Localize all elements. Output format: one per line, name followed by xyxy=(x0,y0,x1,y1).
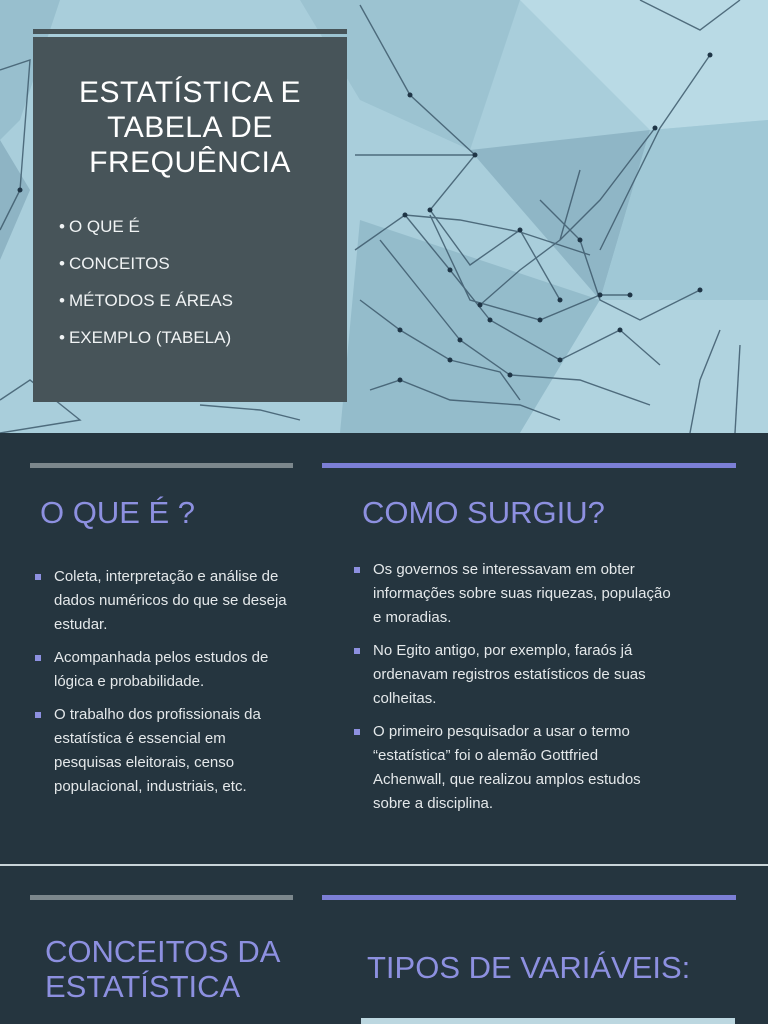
heading-what-is: O QUE É ? xyxy=(40,495,196,530)
right-accent-bar xyxy=(322,895,736,900)
left-accent-bar xyxy=(30,895,293,900)
title-box xyxy=(33,37,347,402)
bullet-item: O primeiro pesquisador a usar o termo “estatística” foi o alemão Gottfried Achenwall, que realizou amplos estudos sobre a disciplina. xyxy=(354,720,672,816)
bullet-item: O trabalho dos profissionais da estatística é essencial em pesquisas eleitorais, censo populacional, industriais, etc. xyxy=(35,703,291,799)
how-it-started-bullets xyxy=(354,558,672,825)
heading-how-it-started: COMO SURGIU? xyxy=(362,495,605,530)
what-is-bullets xyxy=(35,565,291,808)
title-slide xyxy=(0,0,768,433)
topic-item: • MÉTODOS E ÁREAS xyxy=(59,291,234,310)
topics-list xyxy=(59,217,233,365)
heading-concepts xyxy=(45,934,280,1004)
title-line: TABELA DE xyxy=(107,111,273,144)
content-slide-concepts xyxy=(0,866,768,1024)
bullet-item: Acompanhada pelos estudos de lógica e probabilidade. xyxy=(35,646,291,694)
bullet-item: Os governos se interessavam em obter informações sobre suas riquezas, população e moradias. xyxy=(354,558,672,630)
topic-item: • CONCEITOS xyxy=(59,254,170,273)
topic-item: • EXEMPLO (TABELA) xyxy=(59,328,232,347)
bullet-item: Coleta, interpretação e análise de dados numéricos do que se deseja estudar. xyxy=(35,565,291,637)
heading-line: ESTATÍSTICA xyxy=(45,969,241,1004)
title-line: ESTATÍSTICA E xyxy=(78,76,302,109)
left-accent-bar xyxy=(30,463,293,468)
presentation-title xyxy=(33,75,347,180)
topic-item: • O QUE É xyxy=(59,217,140,236)
heading-variable-types: TIPOS DE VARIÁVEIS: xyxy=(367,950,691,985)
content-slide-what-is xyxy=(0,433,768,864)
title-top-line xyxy=(33,29,347,34)
bullet-item: No Egito antigo, por exemplo, faraós já ordenavam registros estatísticos de suas colheitas. xyxy=(354,639,672,711)
title-line: FREQUÊNCIA xyxy=(89,146,291,179)
heading-line: CONCEITOS DA xyxy=(45,934,281,969)
right-accent-bar xyxy=(322,463,736,468)
image-thumbnail xyxy=(361,1018,735,1024)
